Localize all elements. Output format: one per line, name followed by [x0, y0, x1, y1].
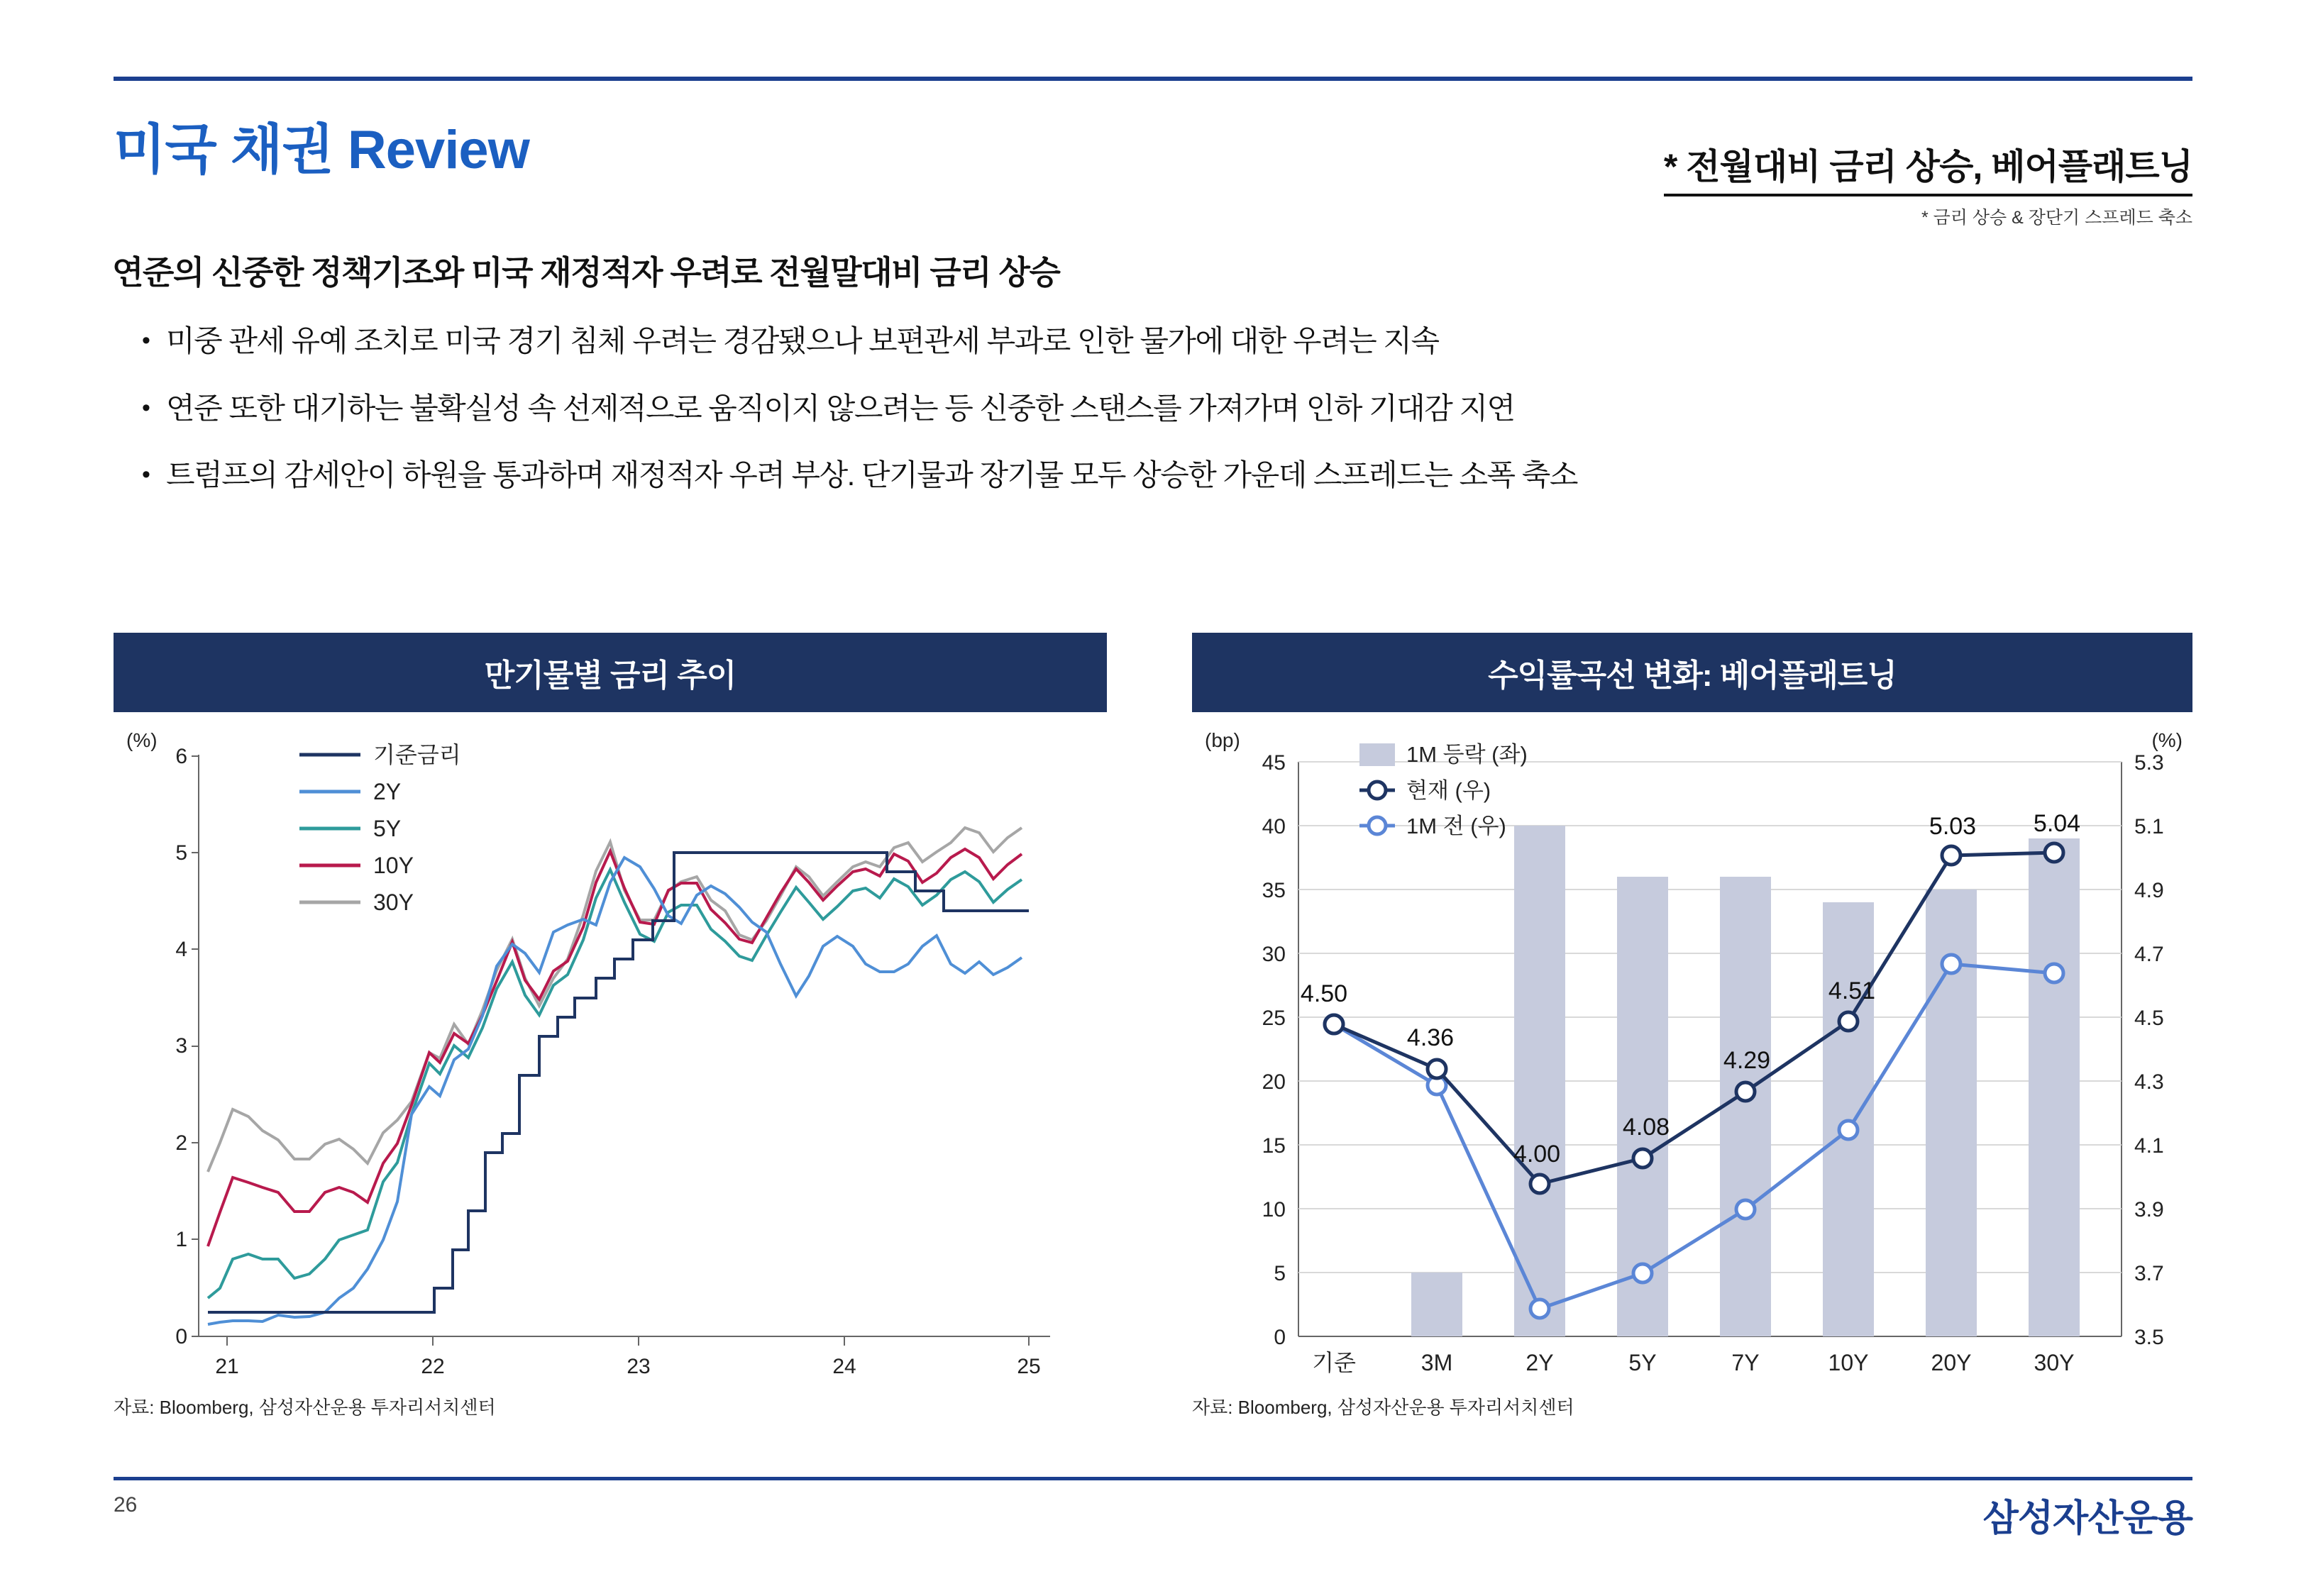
svg-text:2Y: 2Y: [1526, 1350, 1554, 1375]
chart-panel-yield-curve: [1192, 633, 2192, 1429]
svg-text:5Y: 5Y: [1628, 1350, 1657, 1375]
svg-text:5.04: 5.04: [2033, 810, 2081, 837]
svg-text:0: 0: [1274, 1326, 1286, 1349]
svg-text:15: 15: [1262, 1134, 1286, 1158]
svg-text:45: 45: [1262, 751, 1286, 775]
chart-area-left: [114, 712, 1107, 1429]
header-callout-sub: * 금리 상승 & 장단기 스프레드 축소: [1921, 208, 2192, 228]
line-chart-svg: [114, 712, 1107, 1379]
svg-text:5: 5: [175, 841, 187, 865]
svg-text:3.7: 3.7: [2134, 1262, 2164, 1285]
svg-text:현재 (우): 현재 (우): [1406, 778, 1491, 803]
svg-text:4.51: 4.51: [1828, 977, 1876, 1004]
svg-text:5: 5: [1274, 1262, 1286, 1285]
list-item: [142, 323, 2164, 360]
svg-text:10Y: 10Y: [1828, 1350, 1869, 1375]
bullet-text: 트럼프의 감세안이 하원을 통과하며 재정적자 우려 부상. 단기물과 장기물 모두 상승한 가운데 스프레드는 소폭 축소: [166, 458, 1577, 492]
page-title: 미국 채권 Review: [114, 120, 529, 180]
svg-text:2: 2: [175, 1131, 187, 1155]
svg-text:4.29: 4.29: [1723, 1047, 1771, 1074]
svg-text:5Y: 5Y: [373, 816, 402, 841]
footer-rule: [114, 1477, 2192, 1480]
svg-text:30Y: 30Y: [373, 890, 414, 915]
svg-text:6: 6: [175, 745, 187, 768]
brand-logo: 삼성자산운용: [1982, 1498, 2192, 1539]
bullet-dot: •: [142, 461, 150, 488]
svg-text:1M 전 (우): 1M 전 (우): [1406, 814, 1506, 838]
svg-text:4.1: 4.1: [2134, 1134, 2164, 1158]
svg-text:4.9: 4.9: [2134, 879, 2164, 902]
header-rule: [114, 77, 2192, 81]
svg-text:23: 23: [627, 1355, 651, 1378]
lead-sentence: 연준의 신중한 정책기조와 미국 재정적자 우려로 전월말대비 금리 상승: [112, 254, 1060, 291]
svg-text:기준금리: 기준금리: [373, 742, 461, 767]
svg-text:4: 4: [175, 938, 187, 961]
panel-title: 만기물별 금리 추이: [114, 633, 1107, 712]
bullet-list: [142, 323, 2164, 524]
svg-text:0: 0: [175, 1325, 187, 1348]
y-axis-unit-left-bp: (bp): [1205, 729, 1240, 751]
y-axis-unit-right-pct: (%): [2151, 729, 2183, 751]
svg-text:30Y: 30Y: [2034, 1350, 2075, 1375]
page-number: 26: [114, 1493, 138, 1517]
source-note-right: 자료: Bloomberg, 삼성자산운용 투자리서치센터: [1192, 1397, 1574, 1418]
svg-text:4.36: 4.36: [1406, 1024, 1455, 1051]
svg-text:20Y: 20Y: [1931, 1350, 1972, 1375]
list-item: [142, 390, 2164, 428]
svg-text:7Y: 7Y: [1731, 1350, 1760, 1375]
svg-text:40: 40: [1262, 815, 1286, 838]
svg-text:25: 25: [1017, 1355, 1041, 1378]
panel-title: 수익률곡선 변화: 베어플래트닝: [1192, 633, 2192, 712]
svg-text:5.3: 5.3: [2134, 751, 2164, 775]
svg-text:4.7: 4.7: [2134, 943, 2164, 966]
bullet-text: 연준 또한 대기하는 불확실성 속 선제적으로 움직이지 않으려는 등 신중한 스탠스를 가져가며 인하 기대감 지연: [166, 391, 1515, 425]
svg-text:2Y: 2Y: [373, 779, 402, 804]
svg-text:20: 20: [1262, 1070, 1286, 1094]
svg-text:10: 10: [1262, 1198, 1286, 1221]
svg-text:22: 22: [421, 1355, 445, 1378]
svg-text:4.5: 4.5: [2134, 1007, 2164, 1030]
svg-text:35: 35: [1262, 879, 1286, 902]
svg-text:21: 21: [215, 1355, 239, 1378]
svg-text:3.5: 3.5: [2134, 1326, 2164, 1349]
bullet-dot: •: [142, 394, 150, 421]
svg-text:10Y: 10Y: [373, 853, 414, 878]
svg-text:1M 등락 (좌): 1M 등락 (좌): [1406, 742, 1528, 767]
source-note-left: 자료: Bloomberg, 삼성자산운용 투자리서치센터: [114, 1397, 496, 1418]
svg-text:4.3: 4.3: [2134, 1070, 2164, 1094]
svg-text:3: 3: [175, 1034, 187, 1058]
bar-line-chart-svg: [1192, 712, 2192, 1379]
svg-text:4.50: 4.50: [1300, 980, 1348, 1007]
svg-text:기준: 기준: [1312, 1350, 1356, 1375]
svg-text:25: 25: [1262, 1007, 1286, 1030]
svg-text:4.08: 4.08: [1622, 1114, 1670, 1141]
svg-text:5.03: 5.03: [1929, 813, 1977, 840]
bullet-dot: •: [142, 327, 150, 354]
svg-text:3.9: 3.9: [2134, 1198, 2164, 1221]
chart-panel-rates-history: [114, 633, 1107, 1429]
svg-text:1: 1: [175, 1228, 187, 1251]
svg-text:5.1: 5.1: [2134, 815, 2164, 838]
svg-text:3M: 3M: [1420, 1350, 1453, 1375]
svg-text:4.00: 4.00: [1513, 1141, 1561, 1168]
svg-text:24: 24: [832, 1355, 856, 1378]
header-callout-main: * 전월대비 금리 상승, 베어플래트닝: [1664, 138, 2192, 196]
bullet-text: 미중 관세 유예 조치로 미국 경기 침체 우려는 경감됐으나 보편관세 부과로 인한 물가에 대한 우려는 지속: [166, 324, 1439, 358]
header-callout: [1664, 138, 2192, 229]
chart-area-right: [1192, 712, 2192, 1429]
y-axis-unit-left: (%): [126, 729, 158, 751]
list-item: [142, 457, 2164, 494]
svg-text:30: 30: [1262, 943, 1286, 966]
